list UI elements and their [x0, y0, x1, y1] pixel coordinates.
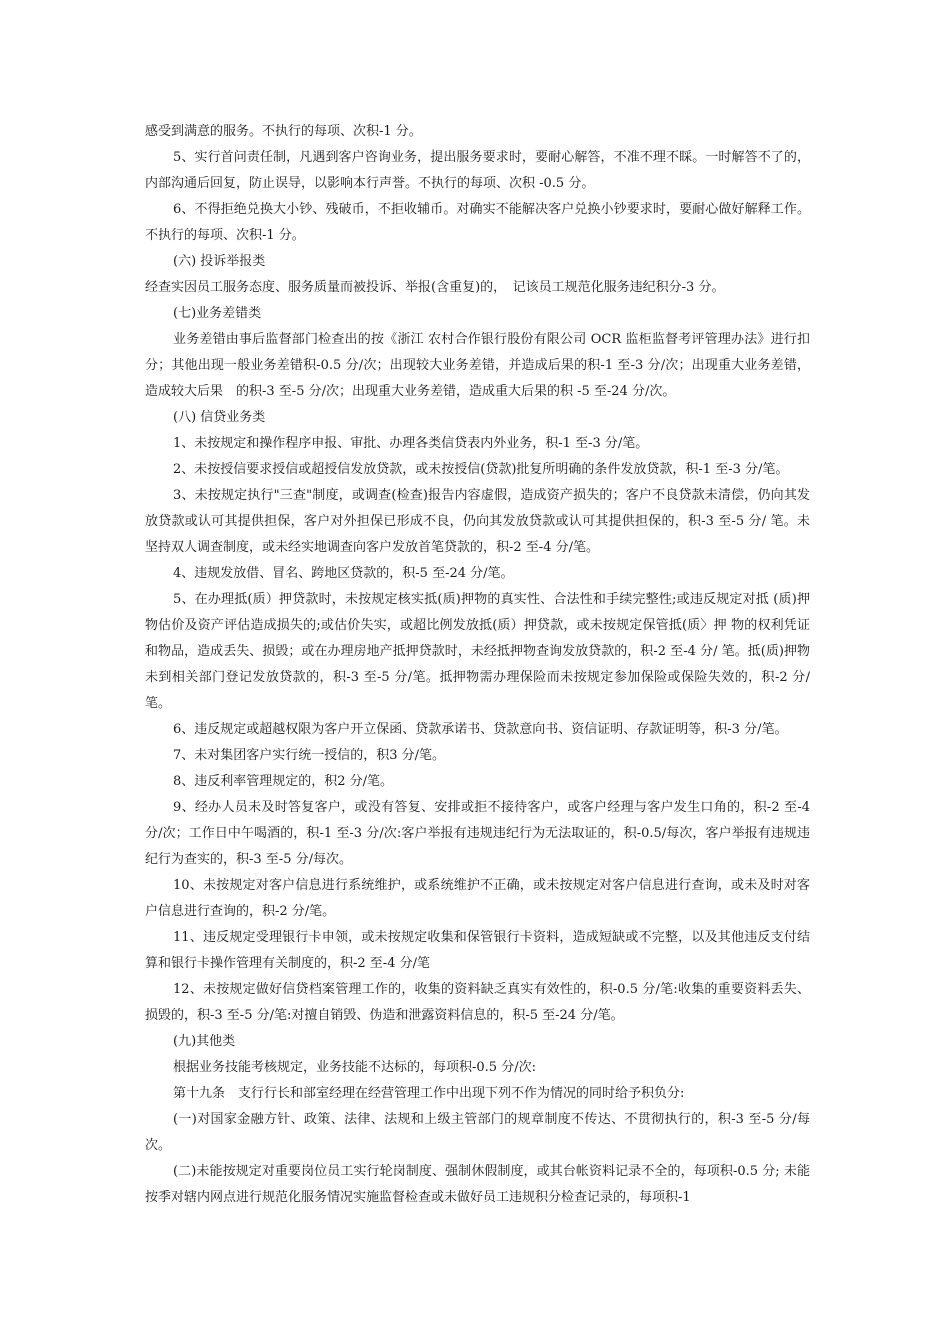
paragraph: (六) 投诉举报类 — [173, 254, 266, 269]
paragraph: (二)未能按规定对重要岗位员工实行轮岗制度、强制休假制度，或其台帐资料记录不全的，每项积-0.5 分; 未能按季对辖内网点进行规范化服务情况实施监督检查或未做好员工违规积分检查记录的，每项积-1 — [145, 1164, 810, 1205]
paragraph: 业务差错由事后监督部门检查出的按《浙江 农村合作银行股份有限公司 OCR 监柜监督考评管理办法》进行扣分；其他出现一般业务差错积-0.5 分/次；出现较大业务差错，并造成后果的积-1 至-3 分/次；出现重大业务差错，造成较大后果 的积-3 至-5 分/次；出现重大业务差错，造成重大后果的积 -5 至-24 分/次。 — [145, 332, 810, 399]
paragraph: 10、未按规定对客户信息进行系统维护，或系统维护不正确，或未按规定对客户信息进行查询，或未及时对客户信息进行查询的，积-2 分/笔。 — [145, 878, 810, 919]
paragraph: 6、违反规定或超越权限为客户开立保函、贷款承诺书、贷款意向书、资信证明、存款证明等，积-3 分/笔。 — [173, 722, 788, 737]
paragraph: 11、违反规定受理银行卡申领，或未按规定收集和保管银行卡资料，造成短缺或不完整，以及其他违反支付结算和银行卡操作管理有关制度的，积-2 至-4 分/笔 — [145, 930, 810, 971]
paragraph: 1、未按规定和操作程序申报、审批、办理各类信贷表内外业务，积-1 至-3 分/笔。 — [173, 436, 649, 451]
paragraph: 根据业务技能考核规定，业务技能不达标的，每项积-0.5 分/次: — [173, 1060, 536, 1075]
paragraph: 感受到满意的服务。不执行的每项、次积-1 分。 — [145, 124, 422, 139]
paragraph: 12、未按规定做好信贷档案管理工作的，收集的资料缺乏真实有效性的，积-0.5 分/笔:收集的重要资料丢失、损毁的，积-3 至-5 分/笔:对擅自销毁、伪造和泄露资料信息的，积-5 至-24 分/笔。 — [145, 982, 810, 1023]
paragraph: (八) 信贷业务类 — [173, 410, 266, 425]
paragraph: 5、实行首问责任制，凡遇到客户咨询业务，提出服务要求时，要耐心解答，不准不理不睬。一时解答不了的，内部沟通后回复，防止误导，以影响本行声誉。不执行的每项、次积 -0.5 分。 — [145, 150, 810, 191]
document-page — [145, 119, 810, 1211]
paragraph: 经查实因员工服务态度、服务质量而被投诉、举报(含重复)的， 记该员工规范化服务违纪积分-3 分。 — [145, 280, 725, 295]
paragraph: 7、未对集团客户实行统一授信的，积3 分/笔。 — [173, 748, 446, 763]
paragraph: 6、不得拒绝兑换大小钞、残破币，不拒收辅币。对确实不能解决客户兑换小钞要求时，要耐心做好解释工作。不执行的每项、次积-1 分。 — [145, 202, 810, 243]
paragraph: (七)业务差错类 — [173, 306, 262, 321]
paragraph: 9、经办人员未及时答复客户，或没有答复、安排或拒不接待客户，或客户经理与客户发生口角的，积-2 至-4 分/次；工作日中午喝酒的，积-1 至-3 分/次:客户举报有违规违纪行为无法取证的，积-0.5/每次，客户举报有违规违纪行为查实的，积-3 至-5 分/每次。 — [145, 800, 810, 867]
paragraph: (九)其他类 — [173, 1034, 236, 1049]
paragraph: 8、违反利率管理规定的，积2 分/笔。 — [173, 774, 394, 789]
paragraph: 第十九条 支行行长和部室经理在经营管理工作中出现下列不作为情况的同时给予积负分: — [173, 1086, 685, 1101]
paragraph: 5、在办理抵(质）押贷款时，未按规定核实抵(质)押物的真实性、合法性和手续完整性;或违反规定对抵 (质)押物估价及资产评估造成损失的;或估价失实，或超比例发放抵(质）押贷款，或未按规定保管抵(质〉押 物的权利凭证和物品，造成丢失、损毁；或在办理房地产抵押贷款时，未经抵押物查询发放贷款的，积-2 至-4 分/ 笔。抵(质)押物未到相关部门登记发放贷款的，积-3 至-5 分/笔。抵押物需办理保险而未按规定参加保险或保险失效的，积-2 分/笔。 — [145, 592, 810, 711]
paragraph: (一)对国家金融方针、政策、法律、法规和上级主管部门的规章制度不传达、不贯彻执行的，积-3 至-5 分/每次。 — [145, 1112, 810, 1153]
paragraph: 4、违规发放借、冒名、跨地区贷款的，积-5 至-24 分/笔。 — [173, 566, 514, 581]
paragraph: 2、未按授信要求授信或超授信发放贷款，或未按授信(贷款)批复所明确的条件发放贷款，积-1 至-3 分/笔。 — [173, 462, 789, 477]
paragraph: 3、未按规定执行"三查"制度，或调查(检查)报告内容虚假，造成资产损失的；客户不良贷款未清偿，仍向其发放贷款或认可其提供担保，客户对外担保已形成不良，仍向其发放贷款或认可其提供担保的，积-3 至-5 分/ 笔。未坚持双人调查制度，或未经实地调查向客户发放首笔贷款的，积-2 至-4 分/笔。 — [145, 488, 810, 555]
